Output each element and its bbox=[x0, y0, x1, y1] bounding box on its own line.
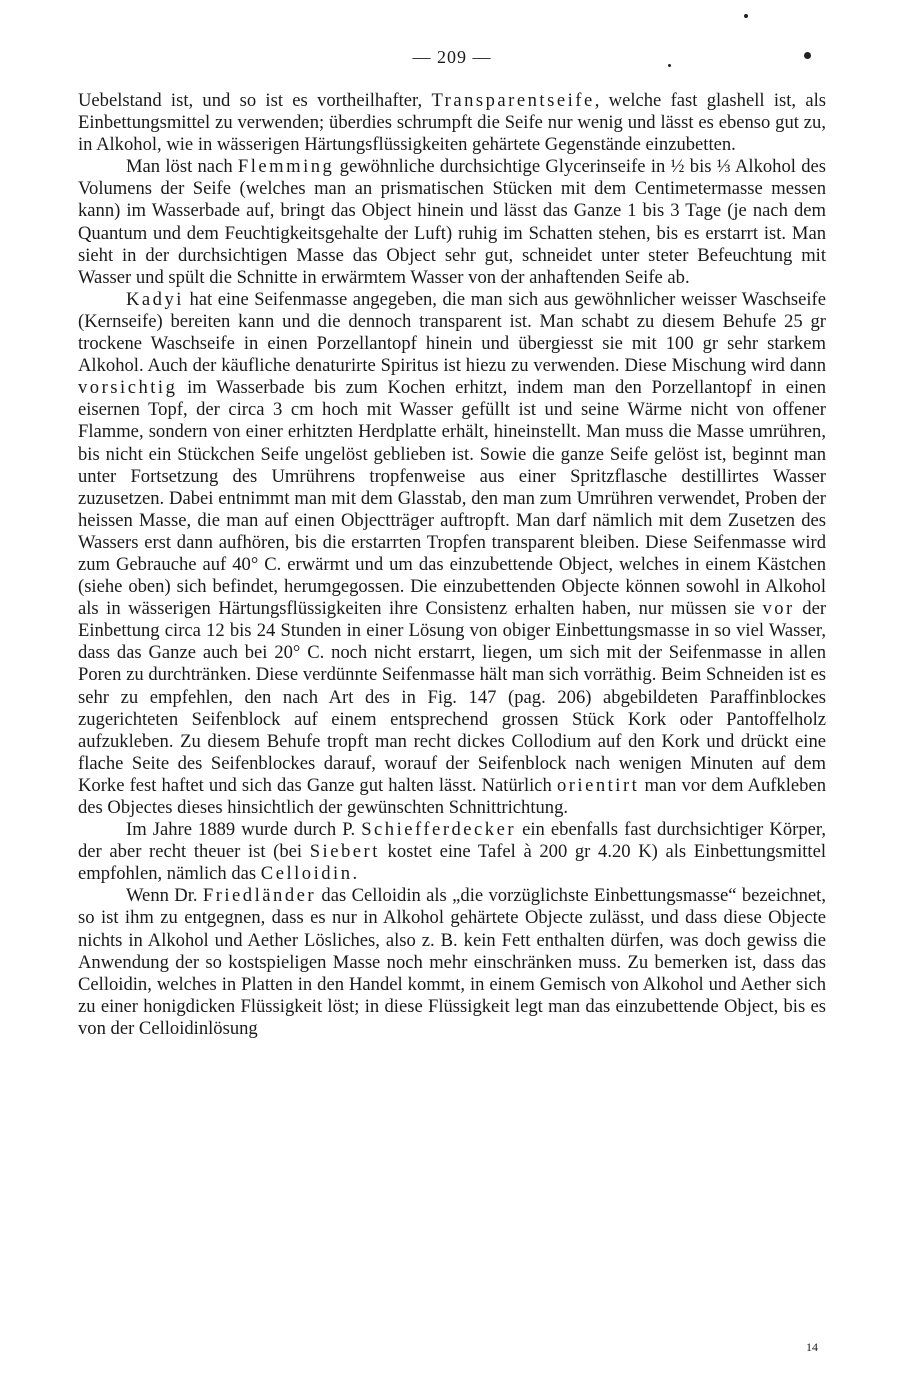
spaced-name: Kadyi bbox=[126, 288, 184, 310]
paragraph bbox=[78, 90, 826, 156]
speck-mark bbox=[744, 14, 748, 18]
spaced-name: Friedländer bbox=[202, 885, 317, 907]
text-run: , welche fast glashell ist, als Einbettungsmittel zu verwenden; überdies schrumpft die Seife nur wenig und lässt es ebenso gut zu, in Alkohol, wie in wässerigen Härtungsflüssigkeiten gehärtete Gegenstände einzubetten. bbox=[78, 90, 826, 156]
spaced-name: orientirt bbox=[556, 774, 640, 796]
text-run: der Einbettung circa 12 bis 24 Stunden in einer Lösung von obiger Einbettungsmasse in so viel Wasser, dass das Ganze auch bei 20° C. noch nicht erstarrt, liegen, um sich mit der Seifenmasse in allen Poren zu durchtränken. Diese verdünnte Seifenmasse hält man sich vorräthig. Beim Schneiden ist es sehr zu empfehlen, den nach Art des in Fig. 147 (pag. 206) abgebildeten Paraffinblockes zugerichteten Seifenblock auf einem entsprechend grossen Stück Kork oder Pantoffelholz aufzukleben. Zu diesem Behufe tropft man recht dickes Collodium auf den Kork und drückt eine flache Seite des Seifenblockes darauf, worauf der Seifenblock nach wenigen Minuten auf dem Korke fest haftet und sich das Ganze gut halten lässt. Natürlich bbox=[78, 598, 827, 796]
text-run: Wenn Dr. bbox=[126, 885, 203, 907]
text-run: das Celloidin als „die vorzüglichste Einbettungsmasse“ bezeichnet, so ist ihm zu entgegnen, dass es nur in Alkohol gehärtete Objecte zulässt, und dass diese Objecte nichts in Alkohol und Aether Lösliches, also z. B. kein Fett enthalten dürfen, was doch gewiss die Anwendung der so kostspieligen Masse noch mehr einschränken muss. Zu bemerken ist, dass das Celloidin, welches in Platten in den Handel kommt, in einem Gemisch von Alkohol und Aether sich zu einer honigdicken Flüssigkeit löst; in diese Flüssigkeit legt man das einzubettende Object, bis es von der Celloidinlösung bbox=[78, 885, 826, 1039]
text-run: Man löst nach bbox=[126, 156, 238, 178]
book-page bbox=[78, 40, 826, 1040]
signature-mark: 14 bbox=[806, 1340, 818, 1354]
page-number: — 209 — bbox=[412, 47, 492, 67]
spaced-name: Siebert bbox=[309, 841, 380, 863]
spaced-name: Transparentseife bbox=[431, 90, 595, 111]
paragraph bbox=[78, 289, 826, 819]
text-run: Im Jahre 1889 wurde durch P. bbox=[126, 819, 362, 841]
paragraph bbox=[78, 819, 826, 885]
text-run: kostet eine Tafel à 200 gr 4.20 K) als Einbettungsmittel empfohlen, nämlich das bbox=[78, 841, 826, 885]
spaced-name: Schiefferdecker bbox=[361, 819, 517, 841]
spaced-name: vorsichtig bbox=[78, 377, 178, 399]
spaced-name: Flemming bbox=[237, 156, 335, 178]
text-run: im Wasserbade bis zum Kochen erhitzt, indem man den Porzellantopf in einen eisernen Topf, der circa 3 cm hoch mit Wasser gefüllt ist und seine Wärme nicht von offener Flamme, sondern von einer erhitzten Herdplatte erhält, hineinstellt. Man muss die Masse umrühren, bis nicht ein Stückchen Seife ungelöst geblieben ist. Sowie die ganze Seife gelöst ist, beginnt man unter Fortsetzung des Umrührens tropfenweise aus einer Spritzflasche destillirtes Wasser zuzusetzen. Dabei entnimmt man mit dem Glasstab, den man zum Umrühren verwendet, Proben der heissen Masse, die man auf einen Objectträger auftropft. Man darf nämlich mit dem Zusetzen des Wassers erst dann aufhören, bis die erstarrten Tropfen transparent bleiben. Diese Seifenmasse wird zum Gebrauche auf 40° C. erwärmt und um das einzubettende Object, welches in einem Kästchen (siehe oben) sich befindet, herumgegossen. Die einzubettenden Objecte können sowohl in Alkohol als in wässerigen Härtungsflüssigkeiten ihre Consistenz erhalten haben, nur müssen sie bbox=[78, 377, 826, 620]
text-run: Uebelstand ist, und so ist es vortheilhafter, bbox=[78, 90, 432, 111]
spaced-name: vor bbox=[762, 598, 795, 620]
text-run: man vor dem Aufkleben des Objectes dieses hinsichtlich der gewünschten Schnittrichtung. bbox=[78, 774, 826, 818]
text-run: gewöhnliche durchsichtige Glycerinseife in ½ bis ⅓ Alkohol des Volumens der Seife (welches man an prismatischen Stücken mit dem Centimetermasse messen kann) im Wasserbade auf, bringt das Object hinein und lässt das Ganze 1 bis 3 Tage (je nach dem Quantum und dem Feuchtigkeitsgehalte der Luft) ruhig im Schatten stehen, bis es erstarrt ist. Man sieht in der durchsichtigen Masse das Object sehr gut, schneidet unter steter Befeuchtung mit Wasser und spült die Schnitte in erwärmtem Wasser von der anhaftenden Seife ab. bbox=[78, 156, 826, 288]
text-run: hat eine Seifenmasse angegeben, die man sich aus gewöhnlicher weisser Waschseife (Kernseife) bereiten kann und die dennoch transparent ist. Man schabt zu diesem Behufe 25 gr trockene Waschseife in einen Porzellantopf hinein und übergiesst sie mit 100 gr sehr starkem Alkohol. Auch der käufliche denaturirte Spiritus ist hiezu zu verwenden. Diese Mischung wird dann bbox=[78, 288, 826, 377]
text-run: . bbox=[352, 863, 358, 885]
paragraph bbox=[78, 885, 826, 1040]
page-header bbox=[78, 40, 826, 74]
page-body bbox=[78, 90, 826, 1040]
text-run: ein ebenfalls fast durchsichtiger Körper, der aber recht theuer ist (bei bbox=[78, 819, 826, 863]
spaced-name: Celloidin bbox=[260, 863, 353, 885]
paragraph bbox=[78, 156, 826, 289]
